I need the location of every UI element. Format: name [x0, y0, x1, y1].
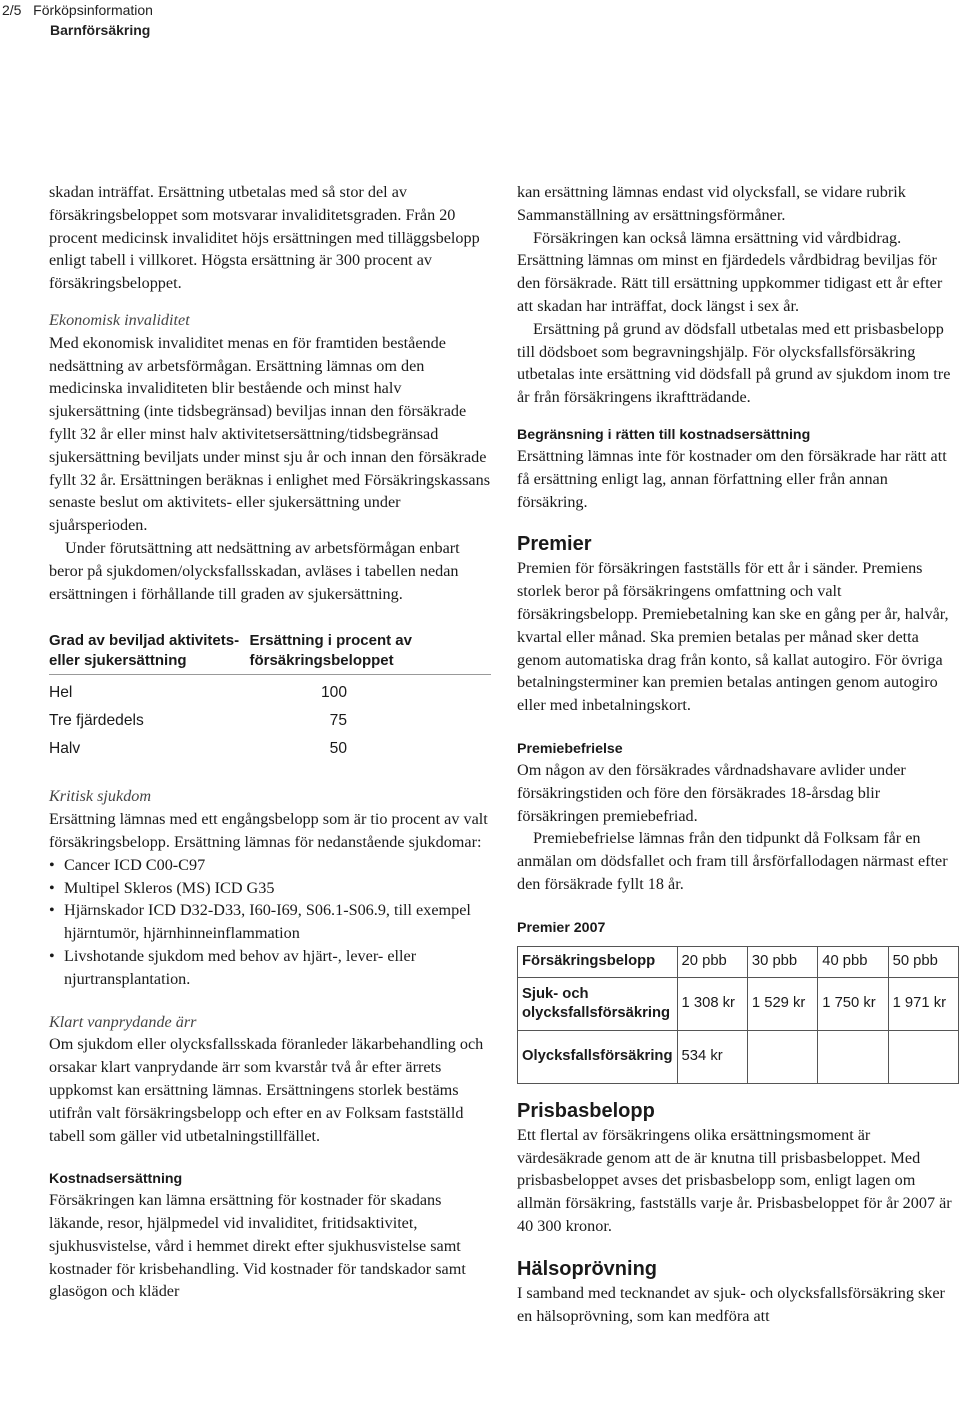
premium-cell: 534 kr	[677, 1030, 747, 1083]
ekonomisk-paragraph-2: Under förutsättning att nedsättning av arbetsförmågan enbart beror på sjukdomen/olycksfallsskadan, avläses i tabellen nedan ersättningen i förhållande till graden av sjukersättning.	[49, 538, 460, 603]
premium-table	[517, 946, 959, 1084]
premium-header-cell: 50 pbb	[888, 946, 958, 977]
product-name: Barnförsäkring	[50, 22, 151, 38]
vardbidrag-paragraph: Försäkringen kan också lämna ersättning vid vårdbidrag. Ersättning lämnas om minst en fjärdedels vårdbidrag beviljas för den försäkrade. Rätt till ersättning uppkommer tidigast ett år efter att skadan har inträffat, dock längst i sex år.	[517, 228, 943, 315]
grade-cell: Hel	[49, 683, 73, 701]
grade-cell: Tre fjärdedels	[49, 711, 144, 729]
prisbasbelopp-heading: Prisbasbelopp	[517, 1099, 655, 1122]
premier-heading: Premier	[517, 533, 592, 556]
premium-header-cell: 30 pbb	[747, 946, 817, 977]
olycksfall-paragraph: kan ersättning lämnas endast vid olycksfall, se vidare rubrik Sammanställning av ersättningsförmåner.	[517, 183, 906, 224]
premium-row-label: Olycksfallsförsäkring	[518, 1030, 678, 1083]
kritisk-list	[49, 854, 494, 991]
premier-paragraph: Premien för försäkringen fastställs för ett år i sänder. Premiens storlek beror på försäkringens omfattning och valt försäkringsbelopp. Premiebetalning kan ske en gång per år, halvår, kvartal eller månad. Ska premien betalas per månad sker detta genom automatiska drag från konto, så kallat autogiro. För övriga betalningsterminer kan premien betalas antingen genom autogiro eller med inbetalningskort.	[517, 559, 949, 715]
halsoprovning-heading: Hälsoprövning	[517, 1257, 658, 1280]
premier-2007-heading: Premier 2007	[517, 919, 606, 936]
percent-cell: 100	[320, 683, 347, 701]
right-column	[517, 181, 959, 1327]
list-item: • Livshotande sjukdom med behov av hjärt-, lever- eller njurtransplantation.	[49, 945, 494, 991]
premium-cell	[888, 1030, 958, 1083]
begransning-paragraph: Ersättning lämnas inte för kostnader om den försäkrade har rätt att få ersättning enligt lag, annan författning eller från annan försäkring.	[517, 446, 947, 511]
grade-table-header	[49, 631, 491, 675]
table-row	[518, 1030, 959, 1083]
page-number: 2/5	[2, 2, 22, 18]
percent-cell: 50	[329, 739, 347, 757]
grade-cell: Halv	[49, 739, 81, 757]
kostnad-heading: Kostnadsersättning	[49, 1171, 183, 1188]
kritisk-sjukdom-heading: Kritisk sjukdom	[49, 787, 152, 806]
kostnad-paragraph: Försäkringen kan lämna ersättning för kostnader för skadans läkande, resor, hjälpmedel vid invaliditet, fritidsaktivitet, sjukhusvistelse, vård i hemmet direkt efter sjukhusvistelse samt kostnader för krisbehandling. Vid kostnader för tandskador samt glasögon och kläder	[49, 1191, 466, 1301]
table-row	[518, 946, 959, 977]
percent-col-header: Ersättning i procent av försäkringsbeloppet	[249, 632, 412, 670]
grade-table	[49, 631, 491, 763]
premium-cell	[818, 1030, 888, 1083]
table-row	[49, 679, 491, 707]
premium-cell: 1 750 kr	[818, 977, 888, 1030]
begransning-heading: Begränsning i rätten till kostnadsersättning	[517, 426, 811, 443]
list-item: • Multipel Skleros (MS) ICD G35	[49, 877, 494, 900]
premium-cell: 1 308 kr	[677, 977, 747, 1030]
list-item: • Hjärnskador ICD D32-D33, I60-I69, S06.1-S06.9, till exempel hjärntumör, hjärnhinneinflammation	[49, 899, 494, 945]
premium-header-cell: Försäkringsbelopp	[518, 946, 678, 977]
premiebefrielse-heading: Premiebefrielse	[517, 740, 623, 757]
table-row	[518, 977, 959, 1030]
premiebefrielse-paragraph-1: Om någon av den försäkrades vårdnadshavare avlider under försäkringstiden och före den försäkrades 18-årsdag blir försäkringen premiebefriad.	[517, 760, 906, 825]
premium-cell	[747, 1030, 817, 1083]
premiebefrielse-paragraph-2: Premiebefrielse lämnas från den tidpunkt då Folksam får en anmälan om dödsfallet och fram till årsförfallodagen närmast efter den försäkrade fyllt 18 år.	[517, 829, 948, 893]
left-column	[49, 181, 494, 1303]
premium-cell: 1 529 kr	[747, 977, 817, 1030]
ekonomisk-paragraph-1: Med ekonomisk invaliditet menas en för framtiden bestående nedsättning av arbetsförmågan. Ersättning lämnas om den medicinska invaliditeten blir bestående och minst halv sjukersättning (inte tidsbegränsad) beviljas innan den försäkrade fyllt 32 år eller minst halv aktivitetsersättning/tidsbegränsad sjukersättning beviljats under minst sju år och innan den försäkrade fyllt 32 år. Ersättningen beräknas i enlighet med Försäkringskassans senaste beslut om aktivitets- eller sjukersättning under sjuårsperioden.	[49, 333, 491, 535]
page-header	[2, 0, 153, 40]
list-item: • Cancer ICD C00-C97	[49, 854, 494, 877]
halsoprovning-paragraph: I samband med tecknandet av sjuk- och olycksfallsförsäkring sker en hälsoprövning, som kan medföra att	[517, 1283, 945, 1325]
premium-header-cell: 40 pbb	[818, 946, 888, 977]
document-type: Förköpsinformation	[33, 2, 153, 18]
arr-paragraph: Om sjukdom eller olycksfallsskada föranleder läkarbehandling och orsakar klart vanprydande ärr som kvarstår två år efter ärrets uppkomst kan ersättning lämnas. Ersättningens storlek bestäms utifrån valt försäkringsbelopp och efter en av Folksam fastställd tabell som gäller vid utbetalningstillfället.	[49, 1035, 484, 1145]
premium-cell: 1 971 kr	[888, 977, 958, 1030]
premium-header-cell: 20 pbb	[677, 946, 747, 977]
table-row	[49, 707, 491, 735]
arr-heading: Klart vanprydande ärr	[49, 1012, 197, 1031]
kritisk-paragraph: Ersättning lämnas med ett engångsbelopp som är tio procent av valt försäkringsbelopp. Ersättning lämnas för nedanstående sjukdomar:	[49, 810, 488, 851]
table-row	[49, 735, 491, 763]
ekonomisk-invaliditet-heading: Ekonomisk invaliditet	[49, 310, 190, 329]
premium-row-label: Sjuk- och olycksfallsförsäkring	[518, 977, 678, 1030]
dodsfall-paragraph: Ersättning på grund av dödsfall utbetalas med ett prisbasbelopp till dödsboet som begravningshjälp. För olycksfallsförsäkring utbetalas inte ersättning vid dödsfall på grund av sjukdom inom tre år från försäkringens ikraftträdande.	[517, 319, 951, 407]
percent-cell: 75	[329, 711, 347, 729]
grade-col-header: Grad av beviljad aktivitets- eller sjukersättning	[49, 632, 240, 670]
invaliditet-paragraph: skadan inträffat. Ersättning utbetalas med så stor del av försäkringsbeloppet som motsvarar invaliditetsgraden. Från 20 procent medicinsk invaliditet höjs ersättningen med tilläggsbelopp enligt tabell i villkoret. Högsta ersättning är 300 procent av försäkringsbeloppet.	[49, 183, 480, 293]
prisbasbelopp-paragraph: Ett flertal av försäkringens olika ersättningsmoment är värdesäkrade genom att de är knutna till prisbasbeloppet. Med prisbasbeloppet avses det prisbasbelopp som, enligt lagen om allmän försäkring, fastställs varje år. Prisbasbeloppet för år 2007 är 40 300 kronor.	[517, 1125, 952, 1235]
